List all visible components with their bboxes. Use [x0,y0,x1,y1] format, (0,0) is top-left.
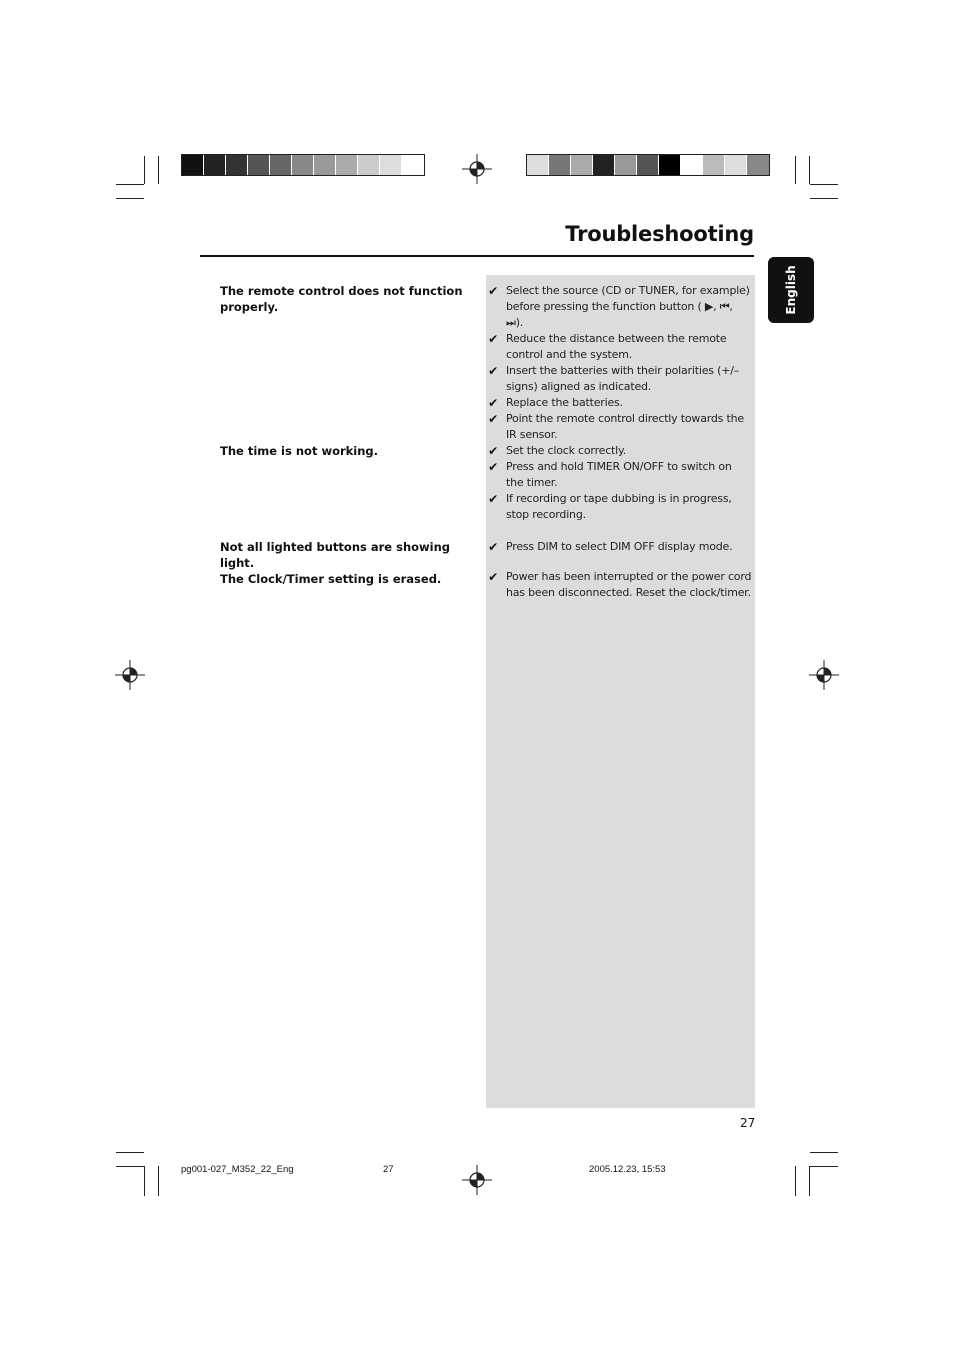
list-item: ✔ Reduce the distance between the remote control and the system. [486,331,752,363]
color-swatch [747,155,769,175]
footer-page: 27 [383,1164,394,1175]
crop-mark [810,198,838,199]
color-swatch [380,155,402,175]
crop-mark [810,184,838,185]
check-icon: ✔ [488,444,498,458]
solutions-time [486,443,752,523]
crop-mark [144,156,145,184]
crop-mark [795,1166,796,1196]
color-swatch [336,155,358,175]
color-swatch [615,155,637,175]
list-item: ✔ Set the clock correctly. [486,443,752,459]
color-swatch [571,155,593,175]
check-icon: ✔ [488,284,498,298]
list-item: ✔ Press and hold TIMER ON/OFF to switch on the timer. [486,459,752,491]
crop-mark [809,156,810,184]
list-item: ✔ Select the source (CD or TUNER, for example) before pressing the function button ( ▶, ⏮, ⏭). [486,283,752,331]
color-swatch [248,155,270,175]
registration-target-icon [462,154,492,184]
footer-file: pg001-027_M352_22_Eng [181,1164,294,1175]
color-swatch [527,155,549,175]
check-icon: ✔ [488,460,498,474]
problem-clock-timer: The Clock/Timer setting is erased. [220,572,442,586]
language-tab-label: English [784,265,798,315]
crop-mark [809,1166,810,1196]
list-item: ✔ Point the remote control directly towards the IR sensor. [486,411,752,443]
color-swatch [549,155,571,175]
language-tab [768,257,814,323]
color-bar-right [526,154,770,176]
color-swatch [314,155,336,175]
color-swatch [593,155,615,175]
list-item: ✔ Replace the batteries. [486,395,752,411]
color-swatch [292,155,314,175]
page-number: 27 [740,1116,756,1130]
check-icon: ✔ [488,540,498,554]
crop-mark [158,156,159,184]
color-bar-left [181,154,425,176]
color-swatch [226,155,248,175]
check-icon: ✔ [488,396,498,410]
check-icon: ✔ [488,332,498,346]
check-icon: ✔ [488,570,498,584]
solutions-lighted-buttons [486,539,752,555]
problem-time: The time is not working. [220,444,379,458]
list-item: ✔ Press DIM to select DIM OFF display mode. [486,539,752,555]
list-item: ✔ If recording or tape dubbing is in progress, stop recording. [486,491,752,523]
problem-lighted-buttons: Not all lighted buttons are showing light. [220,540,451,570]
problem-remote-control: The remote control does not function properly. [220,284,463,314]
color-swatch [270,155,292,175]
color-swatch [402,155,424,175]
check-icon: ✔ [488,364,498,378]
color-swatch [182,155,204,175]
solutions-remote-control [486,283,752,443]
crop-mark [795,156,796,184]
color-swatch [659,155,681,175]
color-swatch [637,155,659,175]
page-title: Troubleshooting [565,222,754,246]
crop-mark [144,1166,145,1196]
crop-mark [116,1152,144,1153]
crop-mark [810,1152,838,1153]
color-swatch [204,155,226,175]
list-item: ✔ Insert the batteries with their polarities (+/– signs) aligned as indicated. [486,363,752,395]
crop-mark [116,198,144,199]
list-item: ✔ Power has been interrupted or the power cord has been disconnected. Reset the clock/timer. [486,569,752,601]
footer-timestamp: 2005.12.23, 15:53 [589,1164,666,1175]
check-icon: ✔ [488,412,498,426]
crop-mark [810,1166,838,1167]
crop-mark [116,184,144,185]
color-swatch [725,155,747,175]
crop-mark [116,1166,144,1167]
check-icon: ✔ [488,492,498,506]
registration-target-icon [115,660,145,690]
title-rule [200,255,754,257]
registration-target-icon [809,660,839,690]
registration-target-icon [462,1165,492,1195]
color-swatch [358,155,380,175]
crop-mark [158,1166,159,1196]
color-swatch [681,155,703,175]
solutions-clock-timer [486,569,752,601]
color-swatch [703,155,725,175]
